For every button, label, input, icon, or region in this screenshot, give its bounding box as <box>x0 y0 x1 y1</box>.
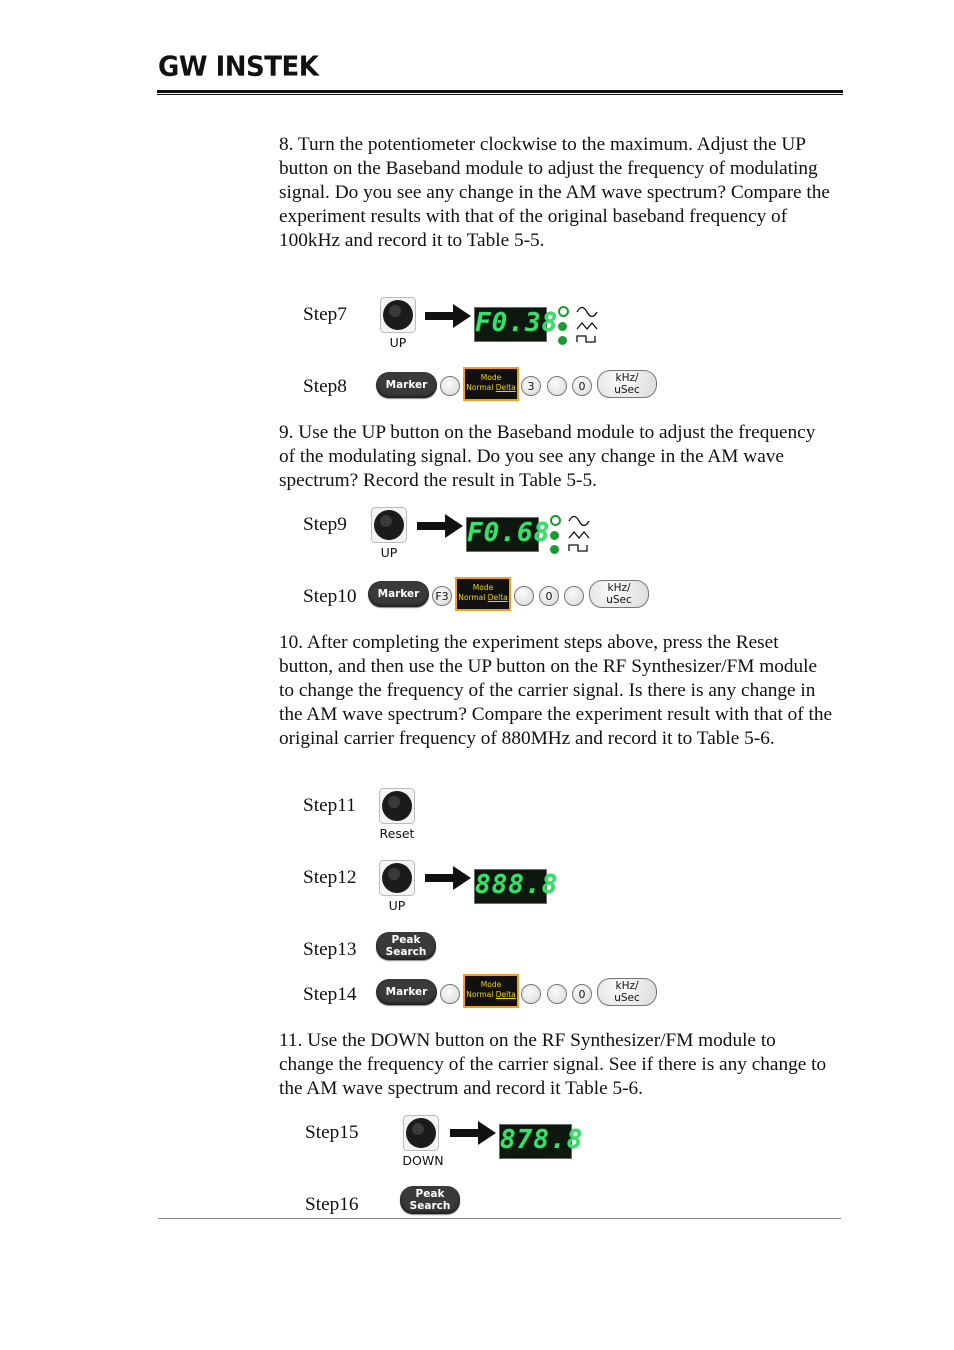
khz-label: kHz/ <box>607 582 631 594</box>
key-3: 3 <box>521 376 541 396</box>
key-0: 0 <box>539 586 559 606</box>
key-f3: F3 <box>432 586 452 606</box>
key-0: 0 <box>572 376 592 396</box>
mode-options <box>457 593 509 602</box>
khz-usec-button <box>589 580 649 608</box>
mode-normal-delta-button <box>463 367 519 401</box>
seven-segment-display: F0.38 <box>474 307 547 342</box>
up-button-label: UP <box>380 545 398 560</box>
mode-title: Mode <box>480 980 502 989</box>
led-indicator-triangle <box>550 531 559 540</box>
paragraph-step-10: 10. After completing the experiment steps above, press the Reset button, and then use the UP button on the RF Synthesizer/FM module to change the frequency of the carrier signal. Is there is any change in the AM wave spectrum? Compare the experiment result with that of the original carrier frequency of 880MHz and record it to Table 5-6. <box>279 632 833 749</box>
waveform-icons <box>574 303 600 350</box>
arrow-right-icon <box>450 1121 496 1150</box>
usec-label: uSec <box>614 992 640 1004</box>
blank-key-icon <box>440 376 460 396</box>
blank-key-icon <box>547 984 567 1004</box>
led-indicator-square <box>558 336 567 345</box>
usec-label: uSec <box>614 384 640 396</box>
blank-key-icon <box>564 586 584 606</box>
blank-key-icon <box>440 984 460 1004</box>
arrow-right-icon <box>425 304 471 333</box>
step14-label: Step14 <box>303 984 357 1005</box>
up-button-icon <box>371 507 407 543</box>
paragraph-step-9: 9. Use the UP button on the Baseband module to adjust the frequency of the modulating signal. Do you see any change in the AM wave spectrum? Record the result in Table 5-5. <box>279 422 816 491</box>
up-button-icon <box>380 297 416 333</box>
mode-normal-delta-button <box>463 974 519 1008</box>
khz-usec-button <box>597 370 657 398</box>
paragraph-step-11: 11. Use the DOWN button on the RF Synthesizer/FM module to change the frequency of the carrier signal. See if there is any change to the AM wave spectrum and record it Table 5-6. <box>279 1030 827 1099</box>
step15-label: Step15 <box>305 1122 359 1143</box>
header-rule-thin <box>157 94 843 95</box>
blank-key-icon <box>547 376 567 396</box>
led-indicator-square <box>550 545 559 554</box>
mode-title: Mode <box>480 373 502 382</box>
mode-normal: Normal <box>466 990 494 999</box>
step12-label: Step12 <box>303 867 357 888</box>
step13-label: Step13 <box>303 939 357 960</box>
mode-normal-delta-button <box>455 577 511 611</box>
seven-segment-display: 878.8 <box>499 1124 572 1159</box>
footer-rule <box>158 1218 841 1219</box>
arrow-right-icon <box>417 514 463 543</box>
up-button-label: UP <box>389 335 407 350</box>
led-indicator-triangle <box>558 322 567 331</box>
khz-label: kHz/ <box>615 372 639 384</box>
up-button-icon <box>379 860 415 896</box>
seven-segment-display: 888.8 <box>474 869 547 904</box>
down-button-icon <box>403 1115 439 1151</box>
reset-button-label: Reset <box>379 826 415 841</box>
step8-label: Step8 <box>303 376 347 397</box>
step16-label: Step16 <box>305 1194 359 1215</box>
arrow-right-icon <box>425 866 471 895</box>
mode-normal: Normal <box>458 593 486 602</box>
mode-title: Mode <box>472 583 494 592</box>
mode-options <box>465 383 517 392</box>
up-button-label: UP <box>388 898 406 913</box>
marker-button: Marker <box>368 581 429 607</box>
mode-delta: Delta <box>487 593 508 602</box>
reset-button-icon <box>379 788 415 824</box>
key-0: 0 <box>572 984 592 1004</box>
marker-button: Marker <box>376 979 437 1005</box>
step7-label: Step7 <box>303 304 347 325</box>
khz-usec-button <box>597 978 657 1006</box>
mode-delta: Delta <box>495 383 516 392</box>
usec-label: uSec <box>606 594 632 606</box>
peak-search-button: Peak Search <box>376 932 436 960</box>
header-rule <box>157 90 843 93</box>
down-button-label: DOWN <box>402 1153 444 1168</box>
marker-button: Marker <box>376 372 437 398</box>
led-indicator-sine <box>558 306 569 317</box>
mode-normal: Normal <box>466 383 494 392</box>
seven-segment-display: F0.68 <box>466 517 539 552</box>
mode-options <box>465 990 517 999</box>
gwinstek-logo: GW INSTEK <box>158 51 319 83</box>
step10-label: Step10 <box>303 586 357 607</box>
blank-key-icon <box>521 984 541 1004</box>
mode-delta: Delta <box>495 990 516 999</box>
step11-label: Step11 <box>303 795 356 816</box>
peak-search-button: Peak Search <box>400 1186 460 1214</box>
paragraph-step-8: 8. Turn the potentiometer clockwise to the maximum. Adjust the UP button on the Baseband module to adjust the frequency of modulating signal. Do you see any change in the AM wave spectrum? Compare the experiment results with that of the original baseband frequency of 100kHz and record it to Table 5-5. <box>279 134 830 251</box>
step9-label: Step9 <box>303 514 347 535</box>
led-indicator-sine <box>550 515 561 526</box>
khz-label: kHz/ <box>615 980 639 992</box>
blank-key-icon <box>514 586 534 606</box>
waveform-icons <box>566 512 592 559</box>
